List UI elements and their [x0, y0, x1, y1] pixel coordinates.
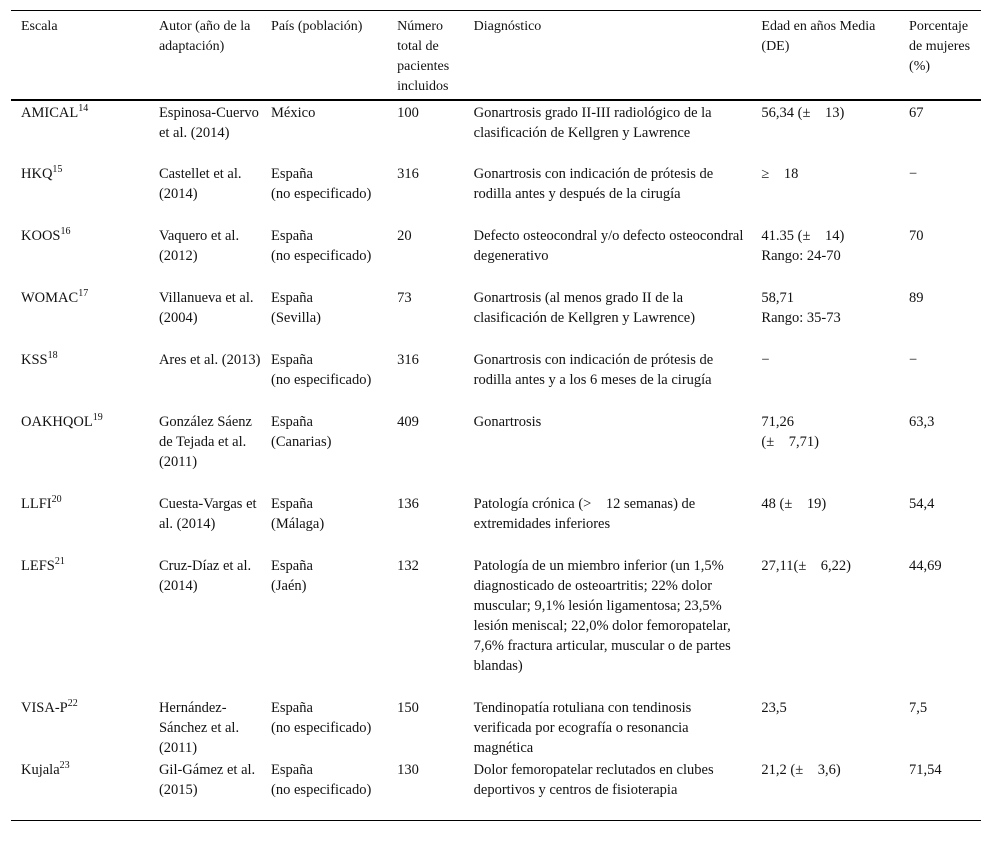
scale-name: KOOS: [21, 228, 61, 244]
pais-line: España: [271, 290, 313, 306]
header-row: [11, 11, 981, 101]
cell-escala: [11, 162, 149, 224]
cell-edad: [751, 348, 899, 410]
table-row: [11, 162, 981, 224]
cell-numero: 316: [397, 166, 419, 182]
table-row: [11, 286, 981, 348]
scales-table: [11, 10, 981, 821]
reference-number: 23: [59, 760, 70, 772]
cell-escala: [11, 100, 149, 162]
table-header: [11, 11, 981, 101]
header-edad: Edad en años Media (DE): [761, 19, 876, 54]
table-row: [11, 492, 981, 554]
cell-escala: [11, 696, 149, 758]
reference-number: 18: [47, 350, 58, 362]
cell-pais: [261, 100, 387, 162]
edad-line: (± 7,71): [761, 434, 819, 450]
pais-line: (Sevilla): [271, 310, 321, 326]
pais-line: España: [271, 414, 313, 430]
cell-autor: González Sáenz de Tejada et al. (2011): [158, 414, 252, 470]
reference-number: 20: [51, 494, 62, 506]
cell-edad: [751, 492, 899, 554]
cell-numero: 73: [397, 290, 412, 306]
cell-pais: [261, 348, 387, 410]
pais-line: México: [271, 105, 316, 121]
table-row: [11, 696, 981, 758]
table-body: [11, 100, 981, 820]
pais-line: España: [271, 762, 313, 778]
pais-line: España: [271, 700, 313, 716]
cell-escala: [11, 410, 149, 492]
edad-line: 21,2 (± 3,6): [761, 762, 841, 778]
cell-diagnostico: Gonartrosis con indicación de prótesis de rodilla antes y a los 6 meses de la cirugía: [473, 352, 714, 388]
header-diagnostico: Diagnóstico: [473, 19, 542, 34]
cell-autor: Villanueva et al. (2004): [158, 290, 254, 326]
cell-escala: [11, 758, 149, 820]
cell-diagnostico: Gonartrosis grado II-III radiológico de la clasificación de Kellgren y Lawrence: [473, 105, 712, 141]
cell-porcentaje: 70: [909, 228, 924, 244]
edad-line: 58,71: [761, 290, 795, 306]
cell-escala: [11, 492, 149, 554]
table-row: [11, 410, 981, 492]
cell-edad: [751, 162, 899, 224]
edad-line: ≥ 18: [761, 166, 799, 182]
header-pais: País (población): [271, 19, 363, 34]
scale-name: KSS: [21, 352, 48, 368]
reference-number: 19: [92, 412, 103, 424]
scale-name: LEFS: [21, 558, 55, 574]
pais-line: (Jaén): [271, 578, 307, 594]
cell-porcentaje: −: [909, 166, 918, 182]
table-row: [11, 224, 981, 286]
scale-name: LLFI: [21, 496, 52, 512]
reference-number: 22: [67, 698, 78, 710]
edad-line: 48 (± 19): [761, 496, 827, 512]
cell-edad: [751, 286, 899, 348]
cell-diagnostico: Patología crónica (> 12 semanas) de extremidades inferiores: [473, 496, 696, 532]
cell-numero: 150: [397, 700, 419, 716]
table-row: [11, 554, 981, 696]
cell-autor: Espinosa-Cuervo et al. (2014): [158, 105, 259, 141]
edad-line: −: [761, 352, 770, 368]
header-escala: Escala: [21, 19, 58, 34]
cell-edad: [751, 758, 899, 820]
cell-diagnostico: Dolor femoropatelar reclutados en clubes deportivos y centros de fisioterapia: [473, 762, 714, 798]
cell-porcentaje: −: [909, 352, 918, 368]
cell-diagnostico: Tendinopatía rotuliana con tendinosis verificada por ecografía o resonancia magnética: [473, 700, 692, 756]
pais-line: España: [271, 166, 313, 182]
cell-pais: [261, 224, 387, 286]
edad-line: Rango: 24-70: [761, 248, 841, 264]
pais-line: España: [271, 228, 313, 244]
cell-porcentaje: 54,4: [909, 496, 935, 512]
cell-pais: [261, 696, 387, 758]
cell-escala: [11, 224, 149, 286]
cell-autor: Vaquero et al. (2012): [158, 228, 240, 264]
scale-name: OAKHQOL: [21, 414, 93, 430]
cell-pais: [261, 410, 387, 492]
cell-autor: Hernández-Sánchez et al. (2011): [158, 700, 240, 756]
cell-numero: 316: [397, 352, 419, 368]
cell-numero: 132: [397, 558, 419, 574]
pais-line: (no especificado): [271, 248, 372, 264]
cell-edad: [751, 410, 899, 492]
table-row: [11, 100, 981, 162]
cell-numero: 100: [397, 105, 419, 121]
cell-pais: [261, 758, 387, 820]
cell-edad: [751, 100, 899, 162]
cell-numero: 409: [397, 414, 419, 430]
cell-pais: [261, 286, 387, 348]
pais-line: (no especificado): [271, 372, 372, 388]
cell-porcentaje: 7,5: [909, 700, 928, 716]
pais-line: España: [271, 352, 313, 368]
pais-line: (no especificado): [271, 720, 372, 736]
scale-name: HKQ: [21, 166, 53, 182]
cell-numero: 130: [397, 762, 419, 778]
header-numero: Número total de pacientes incluidos: [397, 19, 450, 94]
reference-number: 15: [52, 164, 63, 176]
pais-line: (Canarias): [271, 434, 332, 450]
cell-diagnostico: Patología de un miembro inferior (un 1,5% diagnosticado de osteoartritis; 22% dolor muscular; 9,1% lesión ligamentosa; 23,5% lesión meniscal; 22,0% dolor femoropatelar, 7,6% fractura articular, muscular o de partes blandas): [473, 558, 731, 674]
cell-edad: [751, 554, 899, 696]
cell-porcentaje: 44,69: [909, 558, 942, 574]
cell-numero: 20: [397, 228, 412, 244]
scale-name: WOMAC: [21, 290, 79, 306]
cell-autor: Castellet et al. (2014): [158, 166, 242, 202]
cell-diagnostico: Gonartrosis con indicación de prótesis de rodilla antes y después de la cirugía: [473, 166, 714, 202]
cell-edad: [751, 224, 899, 286]
scale-name: AMICAL: [21, 105, 79, 121]
edad-line: 71,26: [761, 414, 795, 430]
cell-escala: [11, 286, 149, 348]
cell-diagnostico: Gonartrosis (al menos grado II de la clasificación de Kellgren y Lawrence): [473, 290, 696, 326]
scale-name: Kujala: [21, 762, 60, 778]
cell-edad: [751, 696, 899, 758]
scale-name: VISA-P: [21, 700, 68, 716]
cell-porcentaje: 67: [909, 105, 924, 121]
cell-porcentaje: 63,3: [909, 414, 935, 430]
edad-line: 56,34 (± 13): [761, 105, 845, 121]
edad-line: 23,5: [761, 700, 787, 716]
pais-line: (Málaga): [271, 516, 325, 532]
header-autor: Autor (año de la adaptación): [158, 19, 251, 54]
cell-autor: Cruz-Díaz et al. (2014): [158, 558, 252, 594]
cell-pais: [261, 162, 387, 224]
table-row: [11, 758, 981, 820]
cell-escala: [11, 348, 149, 410]
edad-line: Rango: 35-73: [761, 310, 841, 326]
cell-diagnostico: Gonartrosis: [473, 414, 542, 430]
cell-porcentaje: 71,54: [909, 762, 942, 778]
reference-number: 14: [78, 103, 89, 115]
pais-line: España: [271, 496, 313, 512]
cell-autor: Gil-Gámez et al. (2015): [158, 762, 256, 798]
table-row: [11, 348, 981, 410]
cell-numero: 136: [397, 496, 419, 512]
edad-line: 27,11(± 6,22): [761, 558, 851, 574]
table-container: [11, 10, 981, 821]
cell-autor: Ares et al. (2013): [158, 352, 261, 368]
pais-line: España: [271, 558, 313, 574]
reference-number: 17: [78, 288, 89, 300]
cell-porcentaje: 89: [909, 290, 924, 306]
cell-autor: Cuesta-Vargas et al. (2014): [158, 496, 257, 532]
pais-line: (no especificado): [271, 186, 372, 202]
pais-line: (no especificado): [271, 782, 372, 798]
reference-number: 21: [54, 556, 65, 568]
edad-line: 41.35 (± 14): [761, 228, 845, 244]
cell-diagnostico: Defecto osteocondral y/o defecto osteocondral degenerativo: [473, 228, 744, 264]
reference-number: 16: [60, 226, 71, 238]
header-porcentaje: Porcentaje de mujeres (%): [909, 19, 971, 74]
cell-escala: [11, 554, 149, 696]
cell-pais: [261, 554, 387, 696]
cell-pais: [261, 492, 387, 554]
